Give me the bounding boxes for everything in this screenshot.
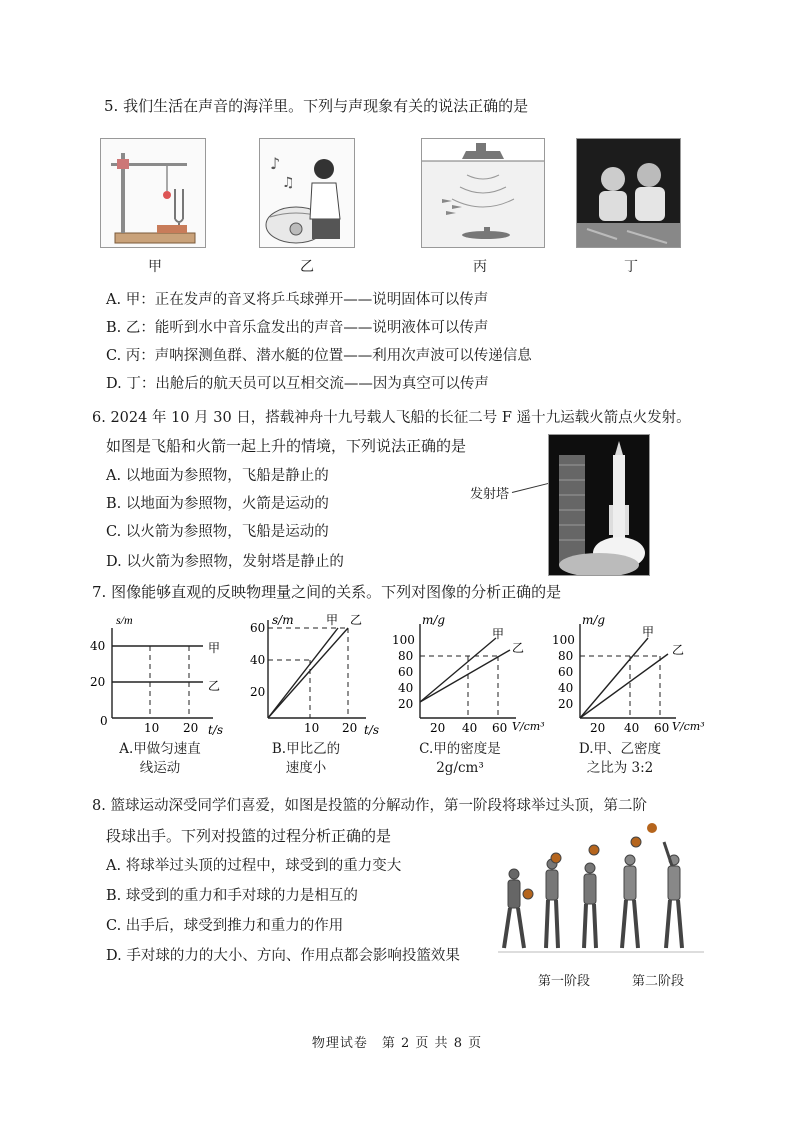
basketball-sequence-figure — [494, 820, 714, 970]
graph-c-ytick: 40 — [398, 681, 414, 695]
q7-option-d-line2: 之比为 3:2 — [586, 760, 654, 776]
graph-d-ytick: 100 — [552, 633, 575, 647]
q6-option-c[interactable]: C. 以火箭为参照物，飞船是运动的 — [106, 524, 329, 540]
q5-option-c[interactable]: C. 丙：声呐探测鱼群、潜水艇的位置——利用次声波可以传递信息 — [106, 348, 532, 364]
graph-b-series-jia: 甲 — [326, 613, 339, 627]
q5-option-b[interactable]: B. 乙：能听到水中音乐盒发出的声音——说明液体可以传声 — [106, 320, 489, 336]
q7-option-c-line1: C.甲的密度是 — [419, 741, 501, 757]
graph-a-xtick: 10 — [144, 721, 160, 735]
graph-c-series-jia: 甲 — [492, 627, 505, 641]
q8-option-d[interactable]: D. 手对球的力的大小、方向、作用点都会影响投篮效果 — [106, 948, 460, 964]
q5-figure-ding — [576, 138, 681, 248]
q7-option-c[interactable] — [400, 740, 520, 778]
graph-a-xlabel: t/s — [208, 723, 224, 737]
q5-caption-ding: 丁 — [624, 259, 638, 275]
graph-b-ytick: 60 — [250, 621, 266, 635]
graph-d-ylabel: m/g — [582, 613, 606, 627]
q6-option-d[interactable]: D. 以火箭为参照物，发射塔是静止的 — [106, 554, 344, 570]
q5-caption-bing: 丙 — [473, 259, 487, 275]
graph-a-series-jia: 甲 — [208, 641, 221, 655]
graph-a-xtick: 20 — [183, 721, 199, 735]
q5-caption-jia: 甲 — [148, 259, 162, 275]
q6-option-b[interactable]: B. 以地面为参照物，火箭是运动的 — [106, 496, 329, 512]
q5-stem: 5. 我们生活在声音的海洋里。下列与声现象有关的说法正确的是 — [104, 97, 529, 115]
q7-option-d-line1: D.甲、乙密度 — [578, 741, 662, 757]
graph-a-ylabel: s/m — [116, 613, 133, 627]
q8-stem-line1: 8. 篮球运动深受同学们喜爱，如图是投篮的分解动作，第一阶段将球举过头顶，第二阶 — [92, 798, 647, 814]
graph-c-xtick: 60 — [492, 721, 508, 735]
launch-tower-pointer — [512, 482, 551, 493]
q7-option-b-line2: 速度小 — [285, 760, 327, 776]
svg-text:♪: ♪ — [270, 154, 281, 173]
graph-c-xtick: 40 — [462, 721, 478, 735]
graph-c-ytick: 60 — [398, 665, 414, 679]
q5-figure-yi — [259, 138, 355, 248]
graph-c — [388, 610, 548, 740]
graph-a-ytick: 20 — [90, 675, 106, 689]
graph-c-ytick: 20 — [398, 697, 414, 711]
graph-d-ytick: 40 — [558, 681, 574, 695]
q5-figure-jia — [100, 138, 206, 248]
graph-d-ytick: 60 — [558, 665, 574, 679]
stage2-label: 第二阶段 — [632, 974, 685, 989]
graph-d-series-yi: 乙 — [672, 643, 685, 657]
graph-d-ytick: 20 — [558, 697, 574, 711]
graph-d-series-jia: 甲 — [642, 625, 655, 639]
graph-c-xtick: 20 — [430, 721, 446, 735]
stage1-label: 第一阶段 — [538, 974, 591, 989]
graph-a — [88, 610, 230, 740]
q8-option-c[interactable]: C. 出手后，球受到推力和重力的作用 — [106, 918, 344, 934]
q7-option-b-line1: B.甲比乙的 — [271, 741, 341, 757]
graph-c-xlabel: V/cm³ — [512, 720, 545, 733]
graph-d-xtick: 40 — [624, 721, 640, 735]
q7-option-c-line2: 2g/cm³ — [436, 760, 484, 776]
q6-option-a[interactable]: A. 以地面为参照物，飞船是静止的 — [106, 468, 329, 484]
launch-tower-label: 发射塔 — [470, 487, 510, 502]
graph-a-series-yi: 乙 — [208, 679, 221, 693]
graph-b-series-yi: 乙 — [350, 613, 363, 627]
graph-d-xtick: 20 — [590, 721, 606, 735]
q7-option-a-line2: 线运动 — [139, 760, 181, 776]
graph-b-xlabel: t/s — [364, 723, 380, 737]
graph-c-ytick: 80 — [398, 649, 414, 663]
graph-b-ylabel: s/m — [272, 613, 294, 627]
q5-figure-bing — [421, 138, 545, 248]
svg-text:♫: ♫ — [282, 175, 295, 191]
graph-b-xtick: 10 — [304, 721, 320, 735]
graph-d-ytick: 80 — [558, 649, 574, 663]
q6-stem-line2: 如图是飞船和火箭一起上升的情境，下列说法正确的是 — [106, 437, 467, 455]
q7-option-d[interactable] — [560, 740, 680, 778]
graph-a-ytick: 0 — [100, 714, 108, 728]
graph-b-ytick: 40 — [250, 653, 266, 667]
q7-stem: 7. 图像能够直观的反映物理量之间的关系。下列对图像的分析正确的是 — [92, 583, 562, 601]
graph-b-ytick: 20 — [250, 685, 266, 699]
q5-option-d[interactable]: D. 丁：出舱后的航天员可以互相交流——因为真空可以传声 — [106, 376, 489, 392]
graph-d — [548, 610, 708, 740]
graph-c-ytick: 100 — [392, 633, 415, 647]
graph-d-xtick: 60 — [654, 721, 670, 735]
q7-option-a-line1: A.甲做匀速直 — [119, 741, 201, 757]
graph-c-ylabel: m/g — [422, 613, 446, 627]
graph-b-xtick: 20 — [342, 721, 358, 735]
page-footer: 物理试卷 第 2 页 共 8 页 — [311, 1036, 483, 1051]
graph-a-ytick: 40 — [90, 639, 106, 653]
q8-stem-line2: 段球出手。下列对投篮的过程分析正确的是 — [106, 827, 392, 845]
graph-b — [238, 610, 380, 740]
q6-stem-line1: 6. 2024 年 10 月 30 日，搭载神舟十九号载人飞船的长征二号 F 遥十九运载火箭点火发射。 — [92, 410, 691, 426]
rocket-launch-photo — [548, 434, 650, 576]
q8-option-a[interactable]: A. 将球举过头顶的过程中，球受到的重力变大 — [106, 858, 402, 874]
graph-c-series-yi: 乙 — [512, 641, 525, 655]
graph-d-xlabel: V/cm³ — [672, 720, 705, 733]
q5-option-a[interactable]: A. 甲：正在发声的音叉将乒乓球弹开——说明固体可以传声 — [106, 292, 489, 308]
q7-option-a[interactable] — [100, 740, 220, 778]
q7-option-b[interactable] — [246, 740, 366, 778]
q5-caption-yi: 乙 — [300, 259, 314, 275]
q8-option-b[interactable]: B. 球受到的重力和手对球的力是相互的 — [106, 888, 358, 904]
